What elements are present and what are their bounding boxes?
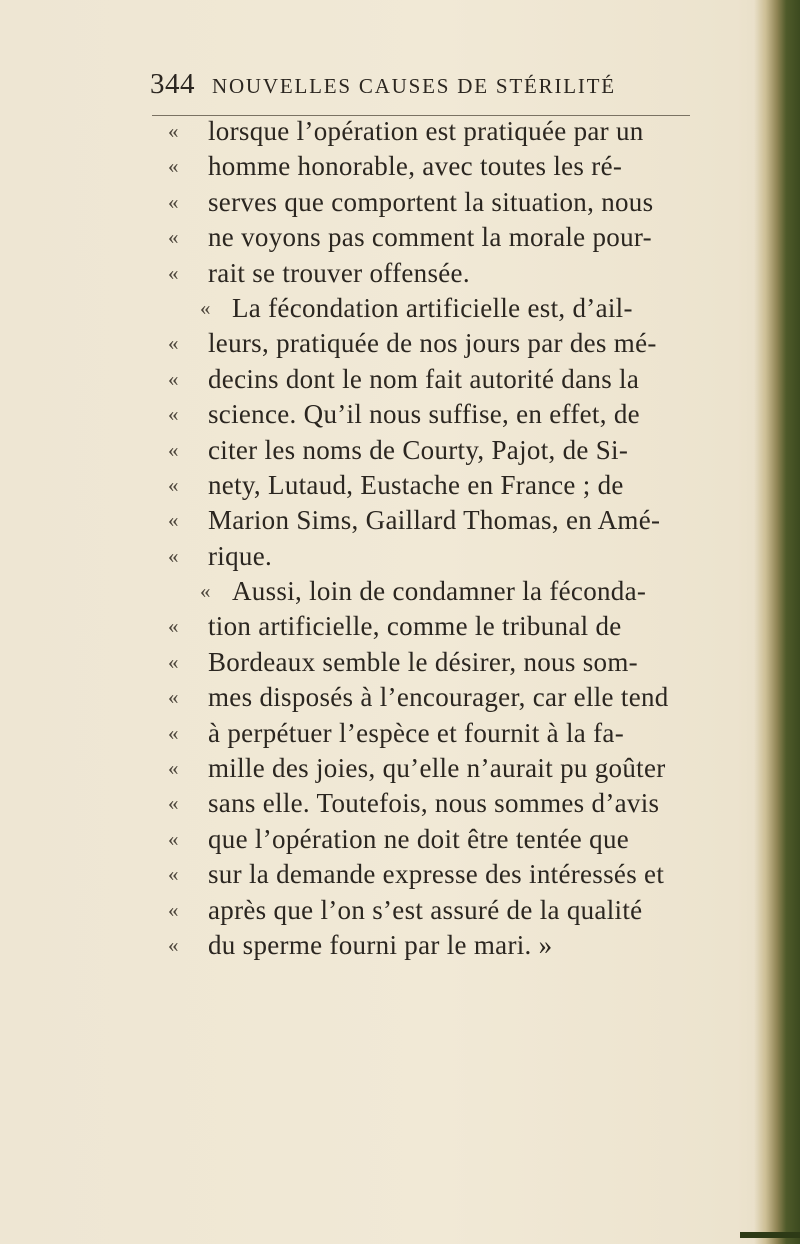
line-text: citer les noms de Courty, Pajot, de Si- [208, 434, 629, 465]
quote-mark: « [168, 756, 179, 781]
page-header [150, 68, 616, 101]
quote-mark: « [168, 862, 179, 887]
line-text: decins dont le nom fait autorité dans la [208, 363, 640, 394]
line-text: Marion Sims, Gaillard Thomas, en Amé- [208, 505, 661, 536]
quote-mark: « [168, 472, 179, 497]
quote-mark: « [168, 897, 179, 922]
paragraph-start-line [168, 574, 728, 609]
text-line [168, 680, 728, 715]
line-text: que l’opération ne doit être tentée que [208, 823, 630, 854]
text-line [168, 220, 728, 255]
paragraph-start-line [168, 291, 728, 326]
line-text: mes disposés à l’encourager, car elle tend [208, 682, 669, 713]
line-text: du sperme fourni par le mari. » [208, 929, 553, 960]
quote-mark: « [168, 366, 179, 391]
line-text: Bordeaux semble le désirer, nous som- [208, 646, 638, 677]
text-line [168, 149, 728, 184]
quote-mark: « [168, 543, 179, 568]
page-edge-shadow [754, 0, 800, 1244]
quoted-text-block [168, 114, 728, 963]
quote-mark: « [168, 649, 179, 674]
text-line [168, 114, 728, 149]
page-corner-shadow [740, 1232, 800, 1238]
quote-mark: « [168, 932, 179, 957]
line-text: serves que comportent la situation, nous [208, 186, 654, 217]
line-text: ne voyons pas comment la morale pour- [208, 222, 652, 253]
page-number: 344 [150, 68, 195, 100]
line-text: rique. [208, 540, 273, 571]
text-line [168, 822, 728, 857]
quote-mark: « [168, 225, 179, 250]
quote-mark: « [168, 508, 179, 533]
text-line [168, 468, 728, 503]
line-text: La fécondation artificielle est, d’ail- [232, 292, 633, 323]
line-text: homme honorable, avec toutes les ré- [208, 151, 623, 182]
quote-mark: « [168, 331, 179, 356]
quote-mark: « [168, 189, 179, 214]
text-line [168, 751, 728, 786]
text-line [168, 326, 728, 361]
quote-mark: « [168, 260, 179, 285]
line-text: science. Qu’il nous suffise, en effet, de [208, 399, 640, 430]
quote-mark: « [200, 295, 211, 320]
line-text: tion artificielle, comme le tribunal de [208, 611, 622, 642]
text-line [168, 645, 728, 680]
text-line [168, 185, 728, 220]
text-line [168, 716, 728, 751]
text-line [168, 503, 728, 538]
line-text: nety, Lutaud, Eustache en France ; de [208, 469, 624, 500]
quote-mark: « [168, 437, 179, 462]
quote-mark: « [168, 685, 179, 710]
quote-mark: « [168, 720, 179, 745]
line-text: à perpétuer l’espèce et fournit à la fa- [208, 717, 625, 748]
line-text: Aussi, loin de condamner la féconda- [232, 576, 647, 607]
line-text: leurs, pratiquée de nos jours par des mé- [208, 328, 657, 359]
line-text: sur la demande expresse des intéressés et [208, 859, 665, 890]
text-line [168, 397, 728, 432]
text-line [168, 893, 728, 928]
quote-mark: « [168, 154, 179, 179]
running-title: NOUVELLES CAUSES DE STÉRILITÉ [212, 74, 616, 98]
text-line [168, 609, 728, 644]
text-line [168, 786, 728, 821]
text-line [168, 256, 728, 291]
text-line [168, 539, 728, 574]
line-text: mille des joies, qu’elle n’aurait pu goûter [208, 753, 666, 784]
quote-mark: « [168, 119, 179, 143]
line-text: après que l’on s’est assuré de la qualité [208, 894, 643, 925]
line-text: rait se trouver offensée. [208, 257, 470, 288]
text-line [168, 857, 728, 892]
quote-mark: « [168, 791, 179, 816]
quote-mark: « [200, 579, 211, 604]
text-line [168, 433, 728, 468]
text-line [168, 928, 728, 963]
line-text: sans elle. Toutefois, nous sommes d’avis [208, 788, 660, 819]
quote-mark: « [168, 614, 179, 639]
line-text: lorsque l’opération est pratiquée par un [208, 116, 644, 146]
quote-mark: « [168, 826, 179, 851]
text-line [168, 362, 728, 397]
quote-mark: « [168, 402, 179, 427]
